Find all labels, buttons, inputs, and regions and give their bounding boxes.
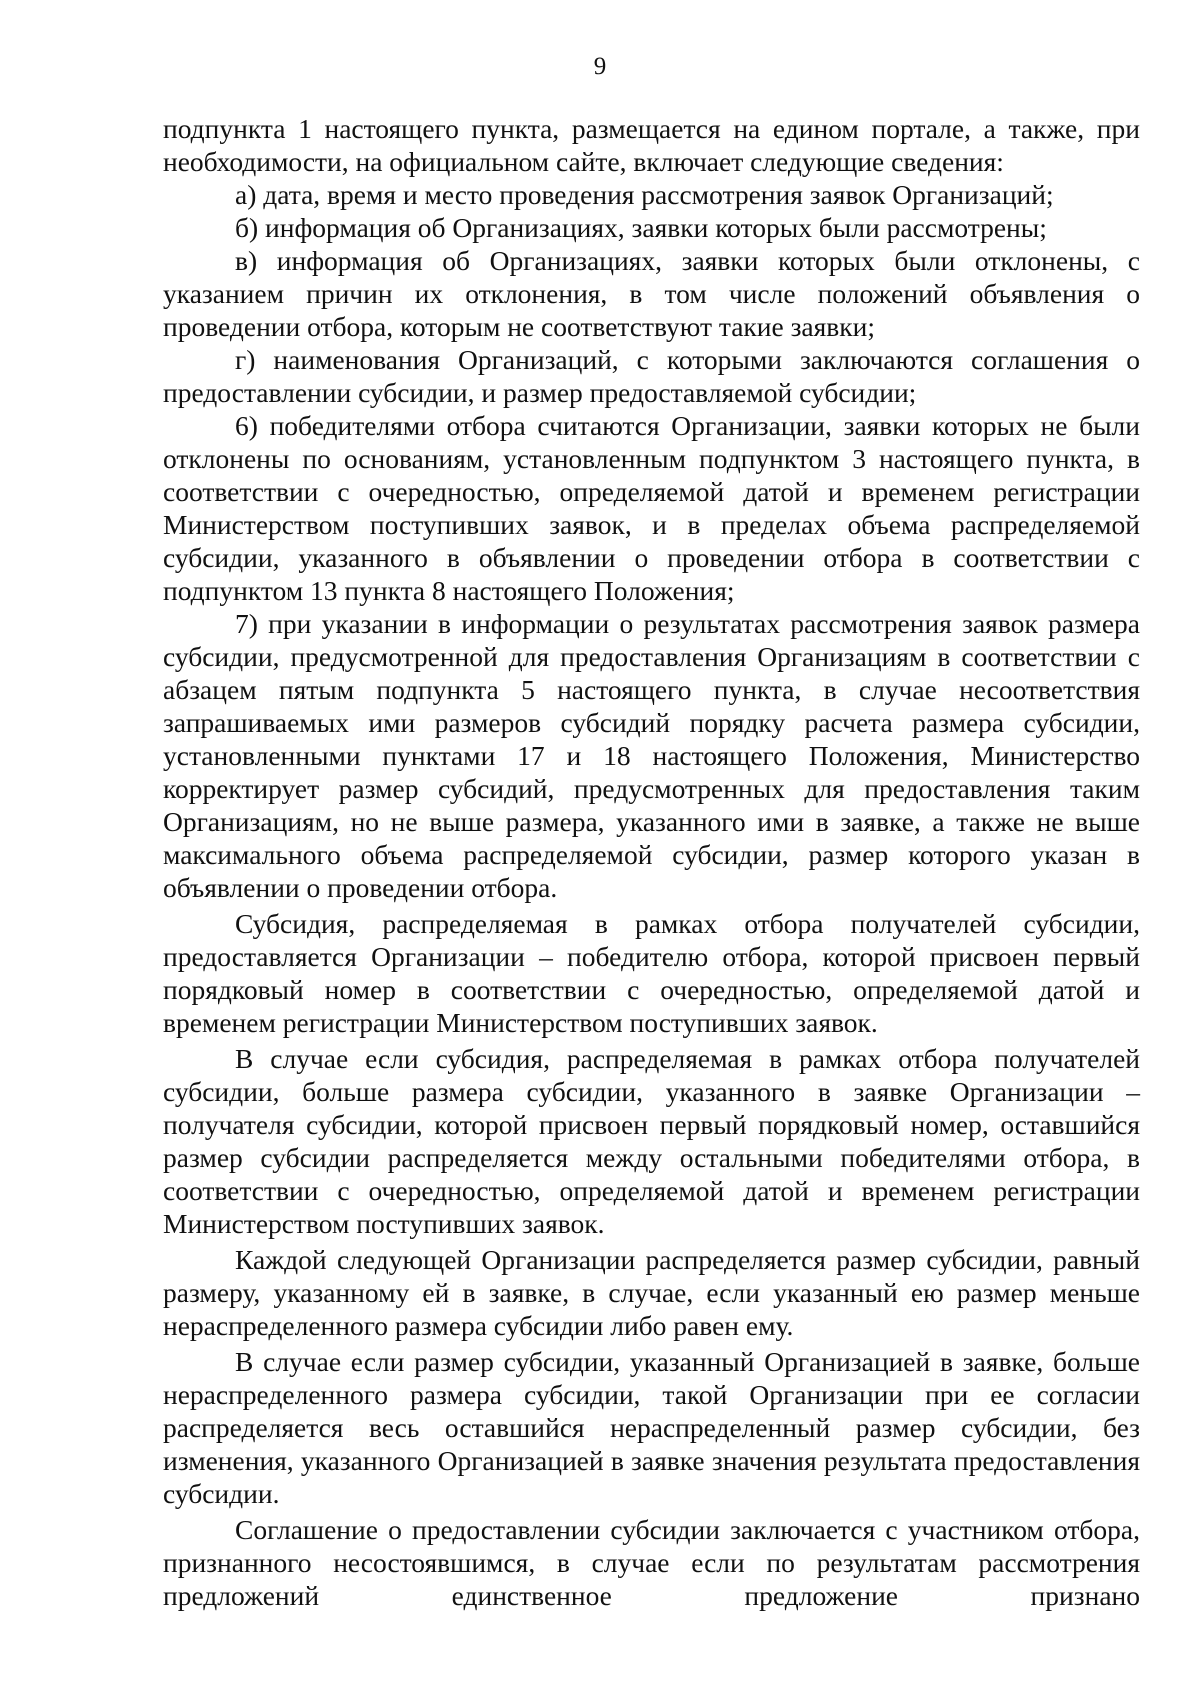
- paragraph-undistributed-subsidy: В случае если размер субсидии, указанный Организацией в заявке, больше нераспределенного размера субсидии, такой Организации при ее согласии распределяется весь оставшийся нераспределенный размер субсидии, без изменения, указанного Организацией в заявке значения результата предоставления субсидии.: [163, 1346, 1140, 1509]
- subpoint-6: 6) победителями отбора считаются Организации, заявки которых не были отклонены по основаниям, установленным подпунктом 3 настоящего пункта, в соответствии с очередностью, определяемой датой и временем регистрации Министерством поступивших заявок, и в пределах объема распределяемой субсидии, указанного в объявлении о проведении отбора в соответствии с подпунктом 13 пункта 8 настоящего Положения;: [163, 410, 1140, 606]
- subpoint-7: 7) при указании в информации о результатах рассмотрения заявок размера субсидии, предусмотренной для предоставления Организациям в соответствии с абзацем пятым подпункта 5 настоящего пункта, в случае несоответствия запрашиваемых ими размеров субсидий порядку расчета размера субсидии, установленными пунктами 17 и 18 настоящего Положения, Министерство корректирует размер субсидий, предусмотренных для предоставления таким Организациям, но не выше размера, указанного ими в заявке, а также не выше максимального объема распределяемой субсидии, размер которого указан в объявлении о проведении отбора.: [163, 608, 1140, 903]
- list-item-g: г) наименования Организаций, с которыми заключаются соглашения о предоставлении субсидии, и размер предоставляемой субсидии;: [163, 344, 1140, 408]
- list-item-a: а) дата, время и место проведения рассмотрения заявок Организаций;: [235, 179, 1054, 210]
- list-item-b: б) информация об Организациях, заявки которых были рассмотрены;: [235, 212, 1047, 243]
- page-number: 9: [593, 53, 607, 80]
- paragraph-next-organization: Каждой следующей Организации распределяется размер субсидии, равный размеру, указанному ей в заявке, в случае, если указанный ею размер меньше нераспределенного размера субсидии либо равен ему.: [163, 1244, 1140, 1341]
- paragraph-subsidy-distribution: Субсидия, распределяемая в рамках отбора получателей субсидии, предоставляется Организации – победителю отбора, которой присвоен первый порядковый номер в соответствии с очередностью, определяемой датой и временем регистрации Министерством поступивших заявок.: [163, 908, 1140, 1038]
- paragraph-remaining-subsidy: В случае если субсидия, распределяемая в рамках отбора получателей субсидии, больше размера субсидии, указанного в заявке Организации – получателя субсидии, которой присвоен первый порядковый номер, оставшийся размер субсидии распределяется между остальными победителями отбора, в соответствии с очередностью, определяемой датой и временем регистрации Министерством поступивших заявок.: [163, 1043, 1140, 1239]
- list-item-v: в) информация об Организациях, заявки которых были отклонены, с указанием причин их отклонения, в том числе положений объявления о проведении отбора, которым не соответствуют такие заявки;: [163, 245, 1140, 342]
- paragraph-continuation: подпункта 1 настоящего пункта, размещается на едином портале, а также, при необходимости, на официальном сайте, включает следующие сведения:: [163, 113, 1140, 177]
- document-body: [163, 112, 1140, 1612]
- paragraph-agreement: Соглашение о предоставлении субсидии заключается с участником отбора, признанного несостоявшимся, в случае если по результатам рассмотрения предложений единственное предложение признано: [163, 1514, 1140, 1611]
